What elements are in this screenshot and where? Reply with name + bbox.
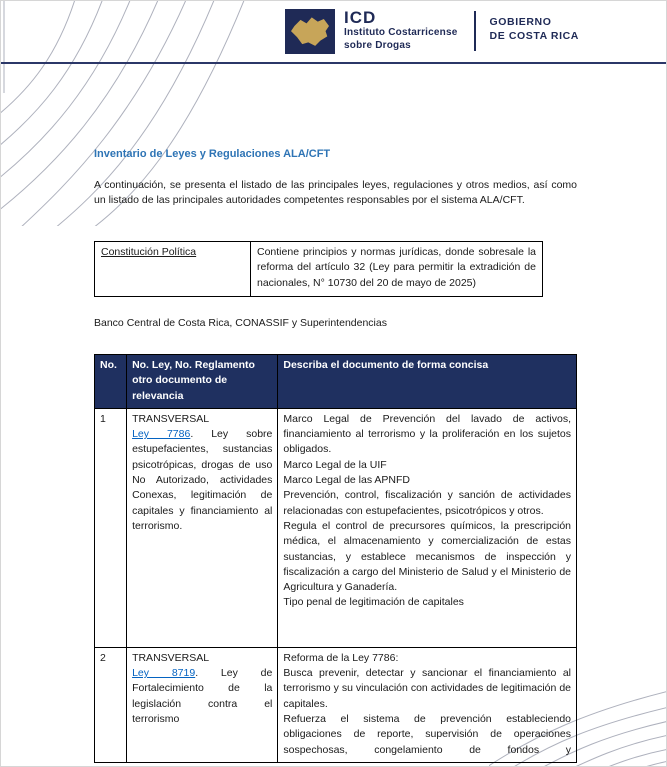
page-title: Inventario de Leyes y Regulaciones ALA/CFT [94,148,331,160]
costa-rica-map-icon [288,13,332,51]
law-8719-link[interactable]: Ley 8719 [132,667,196,680]
government-wordmark [490,15,579,43]
law-title-text: . Ley sobre estupefacientes, sustancias psicotrópicas, drogas de uso No Autorizado, actividades Conexas, legitimación de capitales y financiamiento al terrorismo. [132,428,273,532]
gov-line1: GOBIERNO [489,16,552,28]
constitution-table [94,241,543,297]
description-paragraph: Busca prevenir, detectar y sancionar el financiamiento al terrorismo y su vinculación con actividades de legitimación de capitales. [283,667,571,710]
header-cell-law: No. Ley, No. Reglamento otro documento de relevancia [127,355,278,409]
constitution-term: Constitución Política [101,246,197,258]
logo-subtitle-line2: sobre Drogas [344,39,411,51]
logo-subtitle-line1: Instituto Costarricense [344,27,458,38]
law-description-cell [278,647,577,762]
description-paragraph: Reforma de la Ley 7786: [283,651,399,664]
law-title-text: . Ley de Fortalecimiento de la legislación contra el terrorismo [132,667,273,726]
constitution-description-cell: Contiene principios y normas jurídicas, donde sobresale la reforma del artículo 32 (Ley para permitir la extradición de nacionales, N° 10730 del 20 de mayo de 2025) [251,242,543,297]
header-divider-rule [1,62,666,64]
logo-wordmark [344,9,458,52]
law-cell [127,647,278,762]
laws-table [94,354,577,763]
description-paragraph: Marco Legal de la UIF [283,458,387,471]
laws-table-header-row [95,355,577,409]
gov-line2: DE COSTA RICA [489,30,579,42]
brand-divider [474,11,476,51]
table-row [95,242,543,297]
table-row [95,647,577,762]
description-paragraph: Prevención, control, fiscalización y sanción de actividades relacionadas con estupefacientes, psicotrópicos y otros. [283,489,571,517]
logo-acronym: ICD [344,8,377,27]
header-cell-description: Describa el documento de forma concisa [278,355,577,409]
law-7786-link[interactable]: Ley 7786 [132,428,191,441]
row-number-cell: 2 [95,647,127,762]
header-cell-no: No. [95,355,127,409]
law-category: TRANSVERSAL [132,651,210,664]
description-paragraph: Marco Legal de las APNFD [283,474,411,487]
row-number-cell: 1 [95,408,127,647]
law-description-cell [278,408,577,647]
icd-logo [285,9,335,54]
description-paragraph: Tipo penal de legitimación de capitales [283,596,464,609]
intro-paragraph: A continuación, se presenta el listado de las principales leyes, regulaciones y otros medios, así como un listado de las principales autoridades competentes responsables por el sistema ALA/CFT. [94,179,577,207]
law-cell [127,408,278,647]
description-paragraph: Marco Legal de Prevención del lavado de activos, financiamiento al terrorismo y la proliferación en los sujetos obligados. [283,412,571,456]
section-label: Banco Central de Costa Rica, CONASSIF y Superintendencias [94,317,387,329]
brand-header [285,9,579,54]
description-paragraph: Regula el control de precursores químicos, la prescripción médica, el almacenamiento y comercialización de estas sustancias, y establece mecanismos de inspección y fiscalización a cargo del Ministerio de Salud y el Ministerio de Agricultura y Ganadería. [283,519,571,594]
description-paragraph-cutoff: Refuerza el sistema de prevención estableciendo obligaciones de reporte, supervisión de operaciones sospechosas, congelamiento de fondos y [283,713,571,756]
law-category: TRANSVERSAL [132,412,210,425]
constitution-term-cell [95,242,251,297]
table-row [95,408,577,647]
